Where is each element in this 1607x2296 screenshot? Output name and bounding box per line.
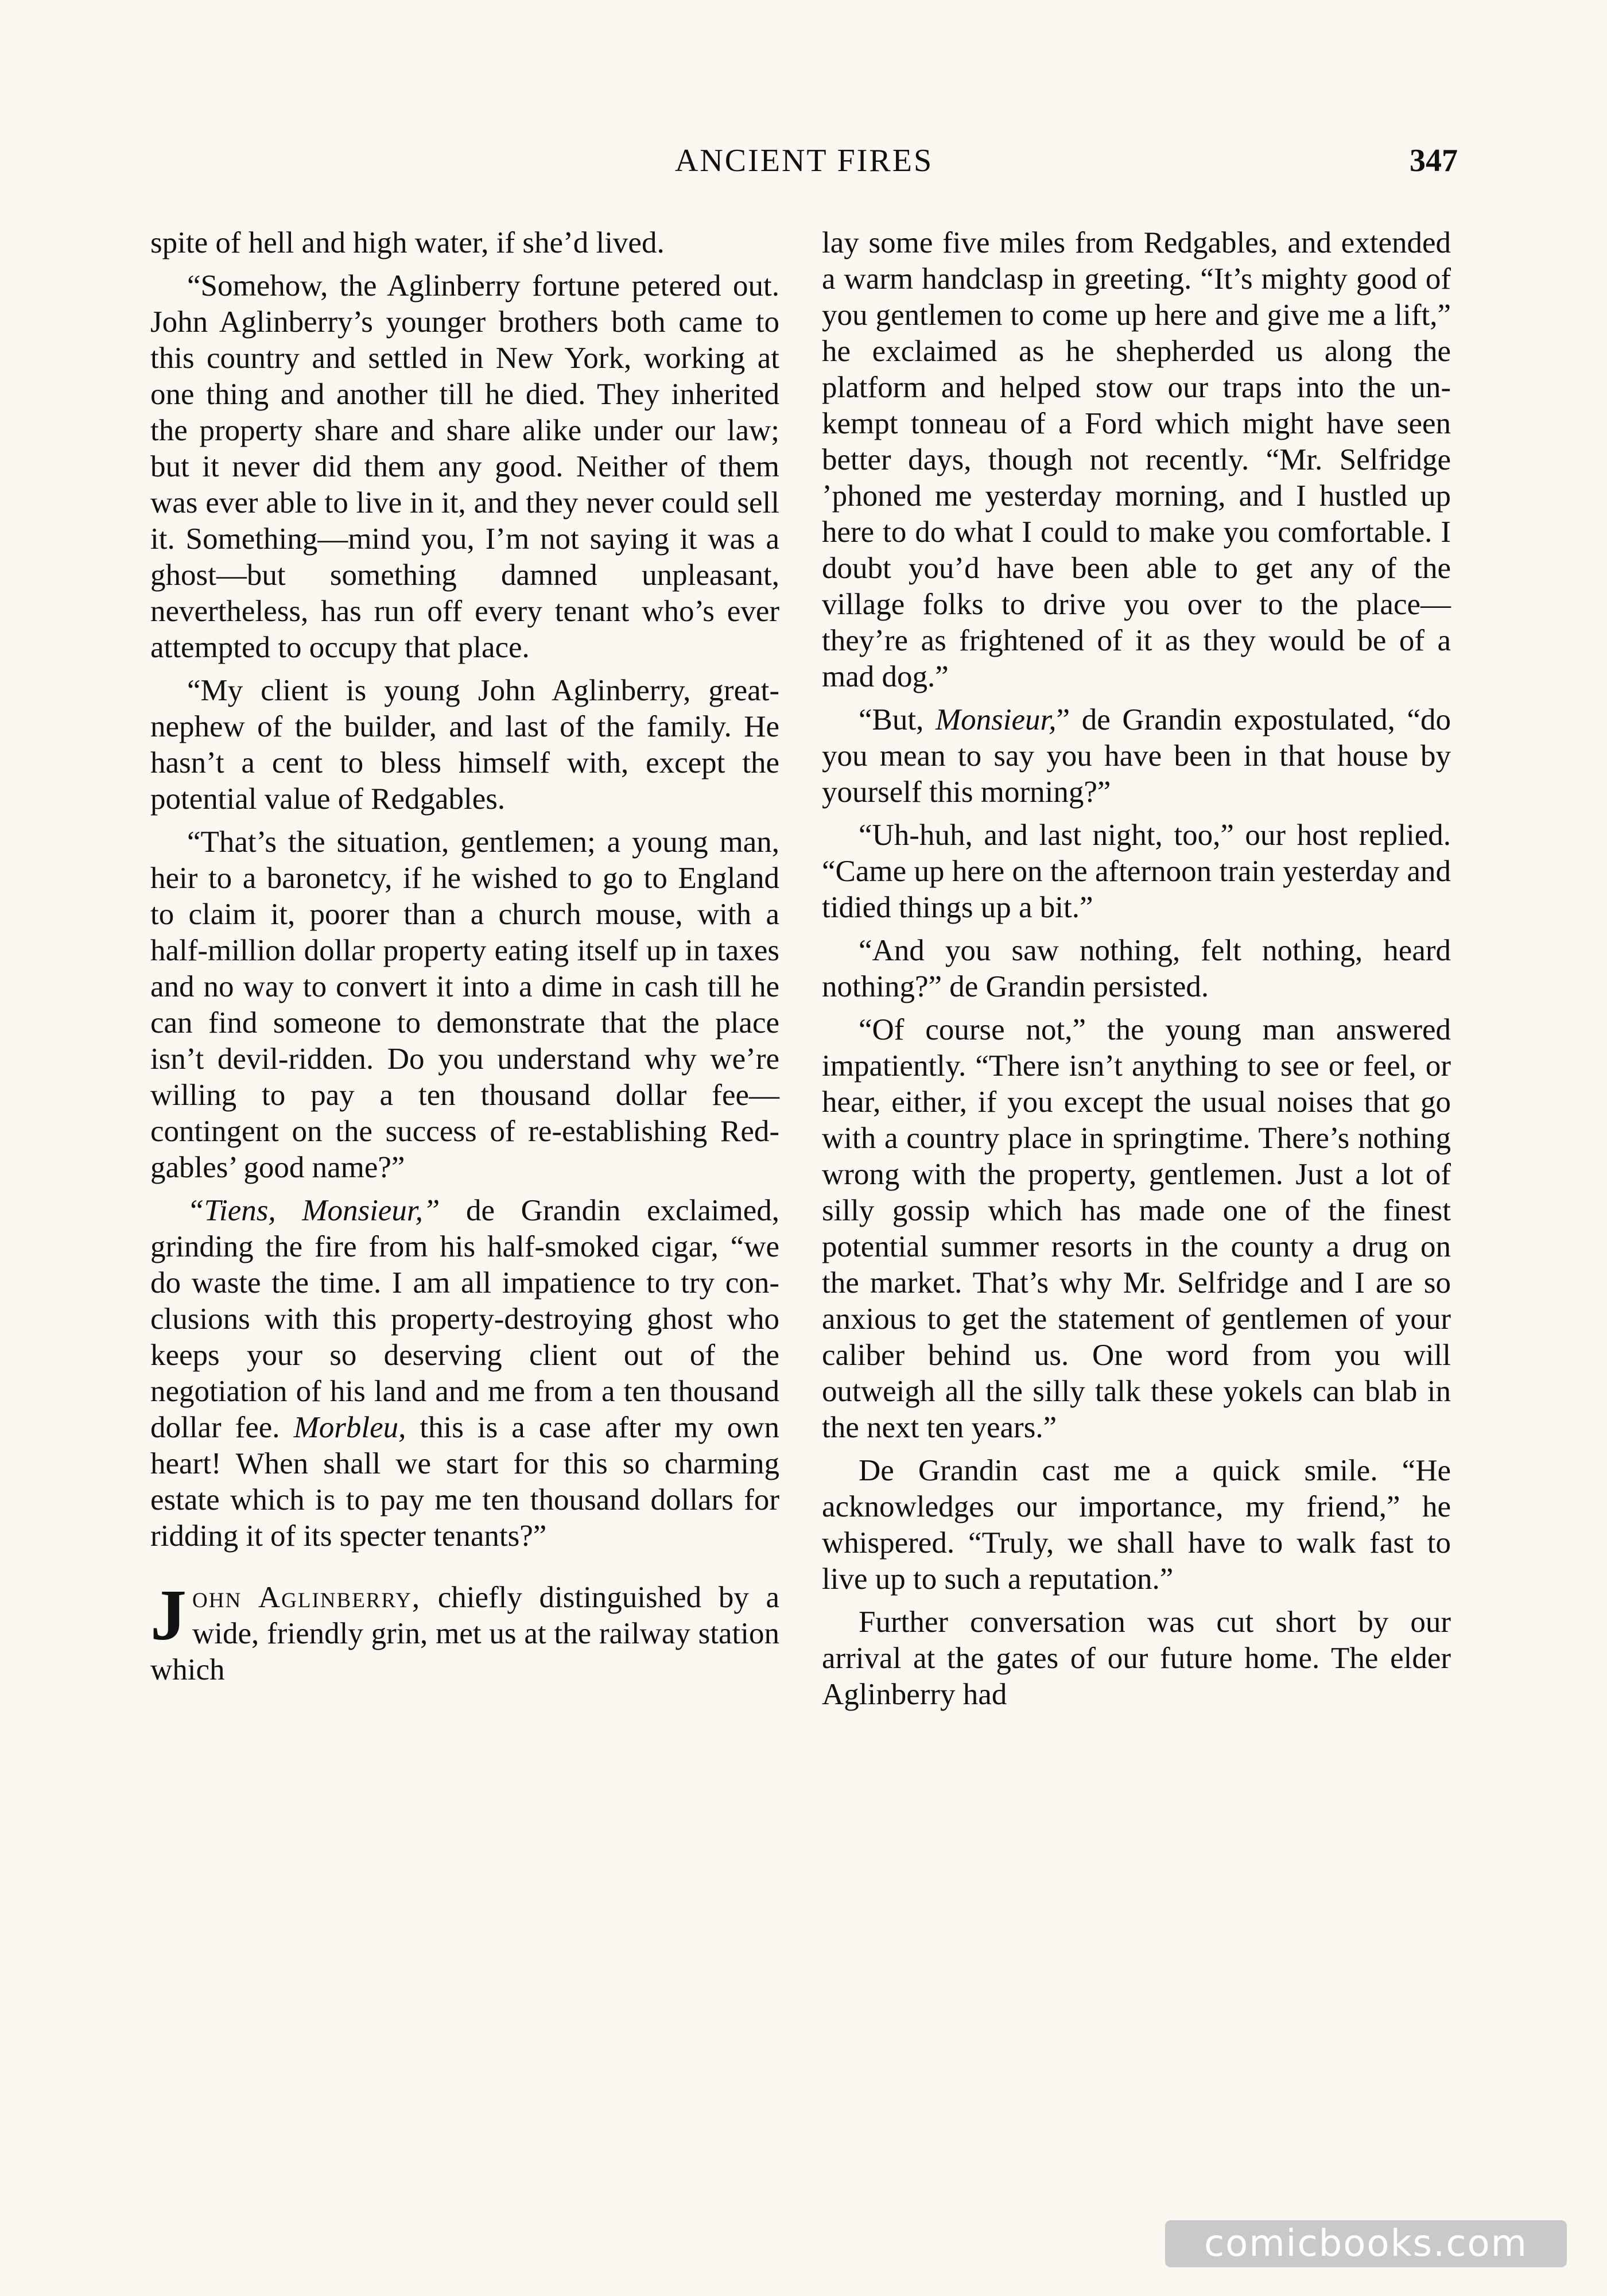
paragraph-text: chiefly distinguished by a wide, friendly grin, met us at the railway station which bbox=[150, 1581, 779, 1686]
paragraph bbox=[150, 1193, 779, 1554]
paragraph: “My client is young John Aglinberry, great-nephew of the builder, and last of the family. He hasn’t a cent to bless himself with, except the potential value of Redgables. bbox=[150, 674, 779, 816]
italic-text: Monsieur, bbox=[936, 703, 1057, 736]
running-title: ANCIENT FIRES bbox=[674, 143, 934, 179]
italic-text: Morbleu, bbox=[293, 1411, 406, 1444]
paragraph: spite of hell and high water, if she’d lived. bbox=[150, 226, 665, 259]
section-start-paragraph bbox=[150, 1576, 779, 1688]
left-column bbox=[150, 225, 779, 1695]
page-number: 347 bbox=[1410, 143, 1458, 179]
paragraph: “That’s the situation, gentlemen; a young man, heir to a baronetcy, if he wished to go to England to claim it, poorer than a church mouse, with a half-million dollar property eating itself up in taxes and no way to convert it into a dime in cash till he can find someone to demonstrate that the place isn’t devil-ridden. Do you understand why we’re willing to pay a ten thousand dollar fee—contingent on the success of re-establishing Redgables’ good name?” bbox=[150, 825, 779, 1184]
paragraph: “Somehow, the Aglinberry fortune petered out. John Aglinberry’s younger brothers both came to this country and settled in New York, working at one thing and another till he died. They inherited the property share and share alike under our law; but it never did them any good. Neither of them was ever able to live in it, and they never could sell it. Something—mind you, I’m not saying it was a ghost—but something damned unpleasant, nevertheless, has run off every tenant who’s ever attempted to occupy that place. bbox=[150, 269, 779, 664]
drop-cap: J bbox=[150, 1576, 187, 1655]
paragraph bbox=[822, 702, 1451, 810]
right-column bbox=[822, 225, 1451, 1720]
paragraph: lay some five miles from Redgables, and extended a warm handclasp in greeting. “It’s mighty good of you gentlemen to come up here and give me a lift,” he exclaimed as he shepherded us along the platform and helped stow our traps into the unkempt tonneau of a Ford which might have seen better days, though not recently. “Mr. Selfridge ’phoned me yesterday morning, and I hustled up here to do what I could to make you comfortable. I doubt you’d have been able to get any of the village folks to drive you over to the place—they’re as frightened of it as they would be of a mad dog.” bbox=[822, 226, 1451, 693]
paragraph: “Uh-huh, and last night, too,” our host replied. “Came up here on the afternoon train yesterday and tidied things up a bit.” bbox=[822, 819, 1451, 924]
italic-text: “Tiens, Monsieur,” bbox=[187, 1194, 440, 1227]
paragraph-text: ” de Grandin expostulated, “do you mean to say you have been in that house by yourself this morning?” bbox=[822, 703, 1451, 809]
page-header bbox=[150, 142, 1458, 188]
small-caps-name: ohn Aglinberry, bbox=[192, 1581, 421, 1614]
watermark: comicbooks.com bbox=[1165, 2220, 1567, 2267]
paragraph: Further conversation was cut short by our arrival at the gates of our future home. The elder Aglinberry had bbox=[822, 1605, 1451, 1711]
paragraph: “And you saw nothing, felt nothing, heard nothing?” de Grandin persisted. bbox=[822, 934, 1451, 1003]
paragraph-text: “But, bbox=[859, 703, 936, 736]
paragraph-text: de Grandin exclaimed, grinding the fire from his half-smoked cigar, “we do waste the time. I am all impatience to try conclusions with this property-destroying ghost who keeps your so deserving client out of the negotiation of his land and me from a ten thousand dollar fee. bbox=[150, 1194, 779, 1444]
paragraph: De Grandin cast me a quick smile. “He acknowledges our importance, my friend,” he whispered. “Truly, we shall have to walk fast to live up to such a reputation.” bbox=[822, 1454, 1451, 1596]
paragraph-text: this is a case after my own heart! When shall we start for this so charming estate which is to pay me ten thousand dollars for ridding it of its specter tenants?” bbox=[150, 1411, 779, 1553]
paragraph: “Of course not,” the young man answered impatiently. “There isn’t anything to see or feel, or hear, either, if you except the usual noises that go with a country place in springtime. There’s nothing wrong with the property, gentlemen. Just a lot of silly gossip which has made one of the finest potential summer resorts in the county a drug on the market. That’s why Mr. Selfridge and I are so anxious to get the statement of gentlemen of your caliber behind us. One word from you will outweigh all the silly talk these yokels can blab in the next ten years.” bbox=[822, 1013, 1451, 1444]
